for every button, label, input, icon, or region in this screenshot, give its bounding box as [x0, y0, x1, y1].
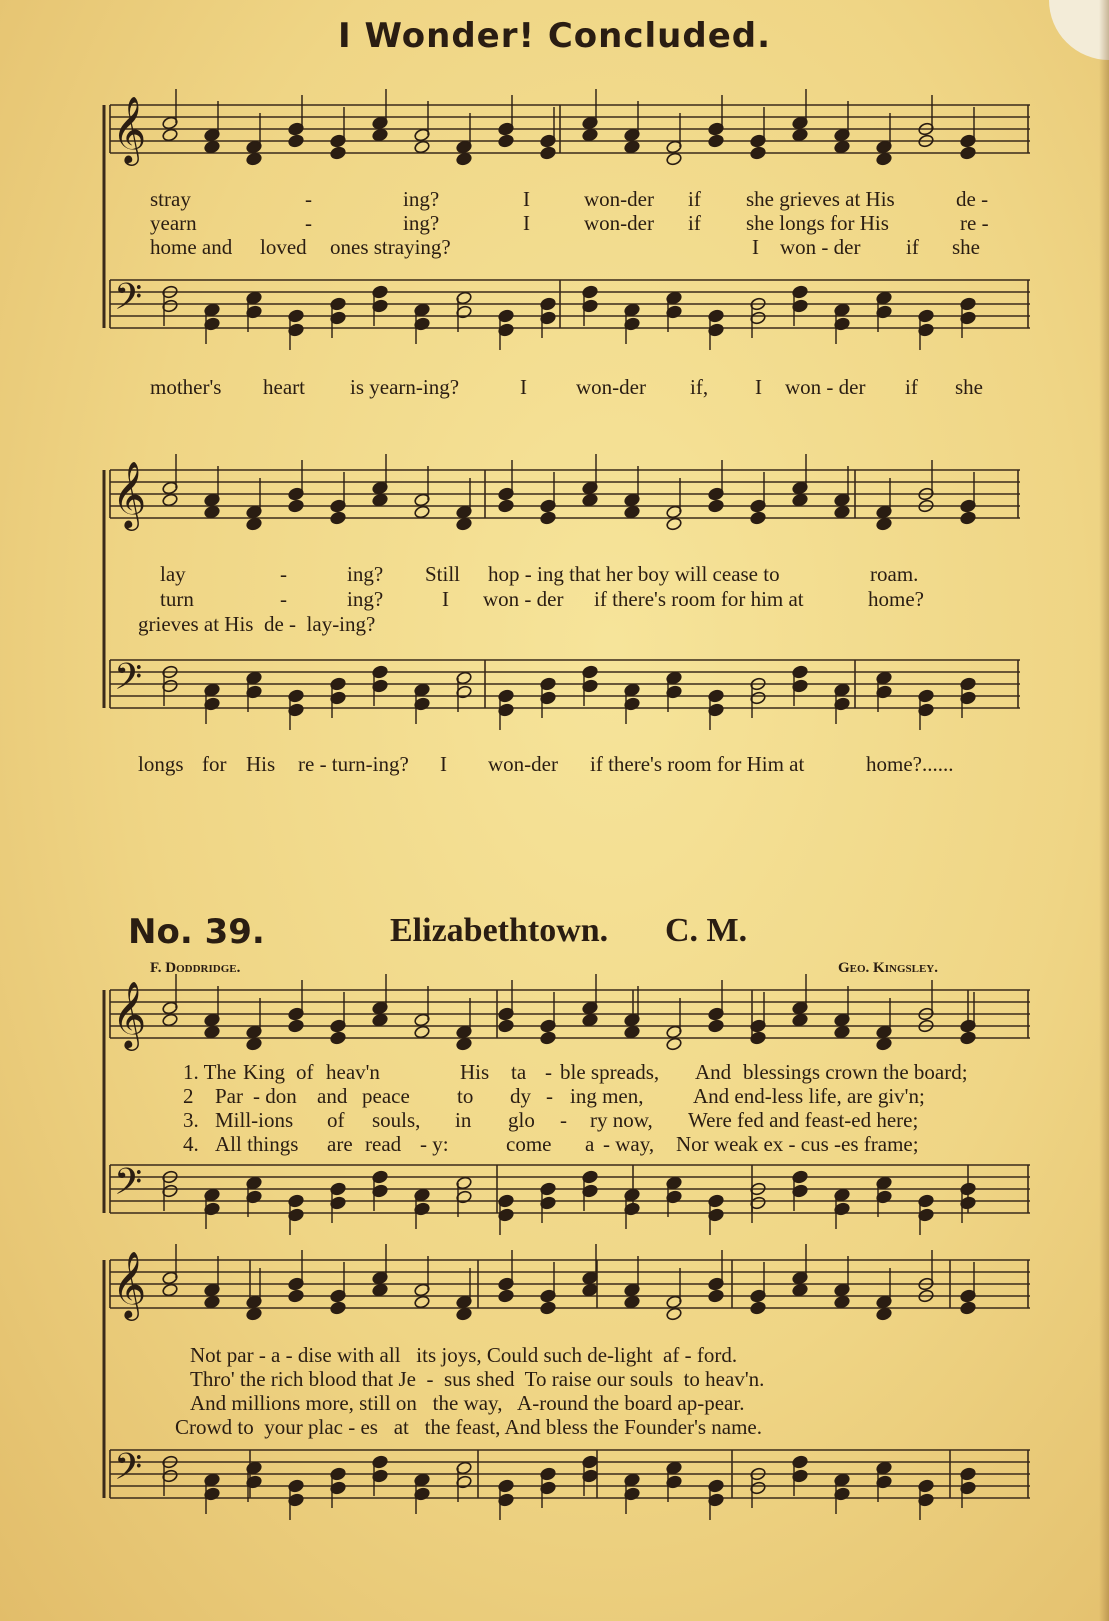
verse-line: And — [695, 1060, 732, 1084]
lyric: ing? — [347, 587, 384, 611]
note-head — [792, 493, 809, 507]
note-head — [876, 152, 893, 166]
lyric: if there's room for Him at — [590, 752, 805, 776]
lyric: won-der — [488, 752, 558, 776]
verse-line: And millions more, still on the way, A-round the board ap-pear. — [190, 1391, 745, 1415]
note-head — [960, 511, 977, 525]
bass-clef: 𝄢 — [114, 1161, 143, 1212]
lyric: won-der — [576, 375, 646, 399]
page-title: I Wonder! Concluded. — [337, 16, 772, 56]
note-head — [876, 517, 893, 531]
lyric: home?...... — [866, 752, 954, 776]
lyric: home? — [868, 587, 924, 611]
lyric: won-der — [584, 211, 654, 235]
note-head — [162, 128, 179, 142]
note-head — [666, 517, 683, 531]
verse-line: come — [506, 1132, 552, 1156]
note-head — [414, 505, 431, 519]
verse-line: - y: — [420, 1132, 449, 1156]
note-head — [876, 1037, 893, 1051]
lyric: for — [202, 752, 227, 776]
lyric: she — [955, 375, 983, 399]
verse-line: a — [585, 1132, 595, 1156]
lyric: re - — [960, 211, 989, 235]
note-head — [372, 128, 389, 142]
verse-line: And end-less life, are giv'n; — [693, 1084, 925, 1108]
note-head — [288, 499, 305, 513]
note-head — [204, 505, 221, 519]
verse-line: ing men, — [570, 1084, 644, 1108]
lyric: I — [755, 375, 762, 399]
note-head — [540, 511, 557, 525]
lyric: re - turn-ing? — [298, 752, 409, 776]
lyric: hop - ing that her boy will cease to — [488, 562, 780, 586]
verse-line: King — [243, 1060, 285, 1084]
note-head — [498, 499, 515, 513]
note-head — [750, 1301, 767, 1315]
verse-line: - — [546, 1084, 553, 1108]
verse-line: 3. — [183, 1108, 199, 1132]
verse-line: souls, — [372, 1108, 421, 1132]
note-head — [708, 1019, 725, 1033]
verse-line: heav'n — [326, 1060, 380, 1084]
lyric: is yearn-ing? — [350, 375, 460, 399]
verse-line: Par — [215, 1084, 243, 1108]
lyric: turn — [160, 587, 194, 611]
note-head — [624, 140, 641, 154]
lyricist-credit: F. Doddridge. — [150, 960, 241, 976]
verse-line: in — [455, 1108, 472, 1132]
treble-clef: 𝄞 — [112, 1250, 147, 1318]
note-head — [876, 1307, 893, 1321]
lyric: home and — [150, 235, 233, 259]
lyric: I — [520, 375, 527, 399]
note-head — [372, 493, 389, 507]
lyric: - — [305, 211, 312, 235]
treble-clef: 𝄞 — [112, 95, 147, 163]
lyric: longs — [138, 752, 184, 776]
verse-line: - — [545, 1060, 552, 1084]
lyric: - — [280, 562, 287, 586]
note-head — [288, 1019, 305, 1033]
note-head — [708, 134, 725, 148]
lyric: ones straying? — [330, 235, 451, 259]
lyric: if — [688, 187, 701, 211]
verse-line: of — [327, 1108, 345, 1132]
verse-line: Mill-ions — [215, 1108, 294, 1132]
note-head — [960, 1031, 977, 1045]
verse-line: and — [317, 1084, 348, 1108]
note-head — [204, 1025, 221, 1039]
verse-line: Thro' the rich blood that Je - sus shed To raise our souls to heav'n. — [190, 1367, 765, 1391]
lyric: she — [952, 235, 980, 259]
hymn-meter: C. M. — [665, 912, 748, 949]
lyric: lay — [160, 562, 186, 586]
note-head — [414, 1025, 431, 1039]
lyric: won - der — [785, 375, 866, 399]
note-head — [792, 1283, 809, 1297]
lyric: won-der — [584, 187, 654, 211]
lyric: won - der — [483, 587, 564, 611]
lyric: if — [906, 235, 919, 259]
composer-credit: Geo. Kingsley. — [838, 960, 938, 976]
note-head — [372, 1283, 389, 1297]
note-head — [498, 134, 515, 148]
lyric: I — [440, 752, 447, 776]
lyric: heart — [263, 375, 305, 399]
verse-line: His — [460, 1060, 490, 1084]
note-head — [330, 1301, 347, 1315]
lyric: Still — [425, 562, 461, 586]
lyric: ing? — [347, 562, 384, 586]
verse-line: Were fed and feast-ed here; — [688, 1108, 919, 1132]
verse-line: - don — [253, 1084, 297, 1108]
lyric: I — [442, 587, 449, 611]
verse-line: Not par - a - dise with all its joys, Could such de-light af - ford. — [190, 1343, 738, 1367]
lyric: I — [523, 187, 530, 211]
verse-line: All things — [215, 1132, 299, 1156]
note-head — [960, 146, 977, 160]
note-head — [246, 1037, 263, 1051]
bass-clef: 𝄢 — [114, 1446, 143, 1497]
note-head — [162, 493, 179, 507]
verse-line: of — [296, 1060, 314, 1084]
note-head — [834, 1295, 851, 1309]
note-head — [288, 134, 305, 148]
lyric: if, — [690, 375, 709, 399]
lyric: stray — [150, 187, 191, 211]
note-head — [540, 1031, 557, 1045]
note-head — [162, 1283, 179, 1297]
note-head — [834, 140, 851, 154]
lyric: mother's — [150, 375, 222, 399]
note-head — [582, 128, 599, 142]
lyric: I — [523, 211, 530, 235]
note-head — [498, 1019, 515, 1033]
note-head — [582, 493, 599, 507]
verse-line: peace — [362, 1084, 410, 1108]
note-head — [372, 1013, 389, 1027]
verse-line: to — [457, 1084, 474, 1108]
note-head — [288, 1289, 305, 1303]
verse-line: Nor weak ex - cus -es frame; — [676, 1132, 919, 1156]
note-head — [792, 128, 809, 142]
note-head — [708, 499, 725, 513]
note-head — [624, 505, 641, 519]
note-head — [666, 1307, 683, 1321]
bass-clef: 𝄢 — [114, 276, 143, 327]
note-head — [456, 517, 473, 531]
note-head — [582, 1013, 599, 1027]
lyric: ing? — [403, 211, 440, 235]
note-head — [708, 1289, 725, 1303]
lyric: - — [305, 187, 312, 211]
lyric: if there's room for him at — [594, 587, 804, 611]
note-head — [750, 511, 767, 525]
note-head — [204, 1295, 221, 1309]
lyric: de - — [956, 187, 989, 211]
verse-line: ble spreads, — [560, 1060, 660, 1084]
lyric: ing? — [403, 187, 440, 211]
note-head — [456, 1037, 473, 1051]
note-head — [624, 1025, 641, 1039]
note-head — [330, 1031, 347, 1045]
verse-line: glo — [508, 1108, 535, 1132]
note-head — [414, 140, 431, 154]
verse-line: blessings crown the board; — [743, 1060, 968, 1084]
verse-line: ry now, — [590, 1108, 653, 1132]
hymn-number: No. 39. — [128, 912, 265, 952]
note-head — [204, 140, 221, 154]
hymn-title: Elizabethtown. — [390, 912, 609, 949]
note-head — [792, 1013, 809, 1027]
note-head — [162, 1013, 179, 1027]
verse-line: Crowd to your plac - es at the feast, And bless the Founder's name. — [175, 1415, 762, 1439]
note-head — [666, 1037, 683, 1051]
note-head — [246, 152, 263, 166]
lyric: won - der — [780, 235, 861, 259]
note-head — [330, 146, 347, 160]
note-head — [498, 1289, 515, 1303]
note-head — [456, 1307, 473, 1321]
note-head — [960, 1301, 977, 1315]
treble-clef: 𝄞 — [112, 460, 147, 528]
verse-line: ta — [511, 1060, 527, 1084]
note-head — [456, 152, 473, 166]
note-head — [750, 146, 767, 160]
note-head — [330, 511, 347, 525]
verse-line: - way, — [603, 1132, 655, 1156]
note-head — [414, 1295, 431, 1309]
note-head — [540, 146, 557, 160]
verse-line: read — [365, 1132, 402, 1156]
lyric: if — [905, 375, 918, 399]
verse-line: dy — [510, 1084, 531, 1108]
lyric: loved — [260, 235, 307, 259]
lyric: she grieves at His — [746, 187, 895, 211]
lyric: she longs for His — [746, 211, 889, 235]
note-head — [834, 1025, 851, 1039]
verse-line: are — [327, 1132, 353, 1156]
lyric: - — [280, 587, 287, 611]
verse-line: 2 — [183, 1084, 194, 1108]
lyric: I — [752, 235, 759, 259]
lyric: roam. — [870, 562, 919, 586]
note-head — [540, 1301, 557, 1315]
verse-line: 1. The — [183, 1060, 237, 1084]
verse-line: 4. — [183, 1132, 199, 1156]
note-head — [582, 1283, 599, 1297]
lyric: His — [246, 752, 276, 776]
note-head — [624, 1295, 641, 1309]
note-head — [666, 152, 683, 166]
note-head — [246, 1307, 263, 1321]
lyric: if — [688, 211, 701, 235]
verse-line: - — [560, 1108, 567, 1132]
lyric: yearn — [150, 211, 197, 235]
note-head — [834, 505, 851, 519]
treble-clef: 𝄞 — [112, 980, 147, 1048]
note-head — [246, 517, 263, 531]
bass-clef: 𝄢 — [114, 656, 143, 707]
lyric: grieves at His de - lay-ing? — [138, 612, 376, 636]
